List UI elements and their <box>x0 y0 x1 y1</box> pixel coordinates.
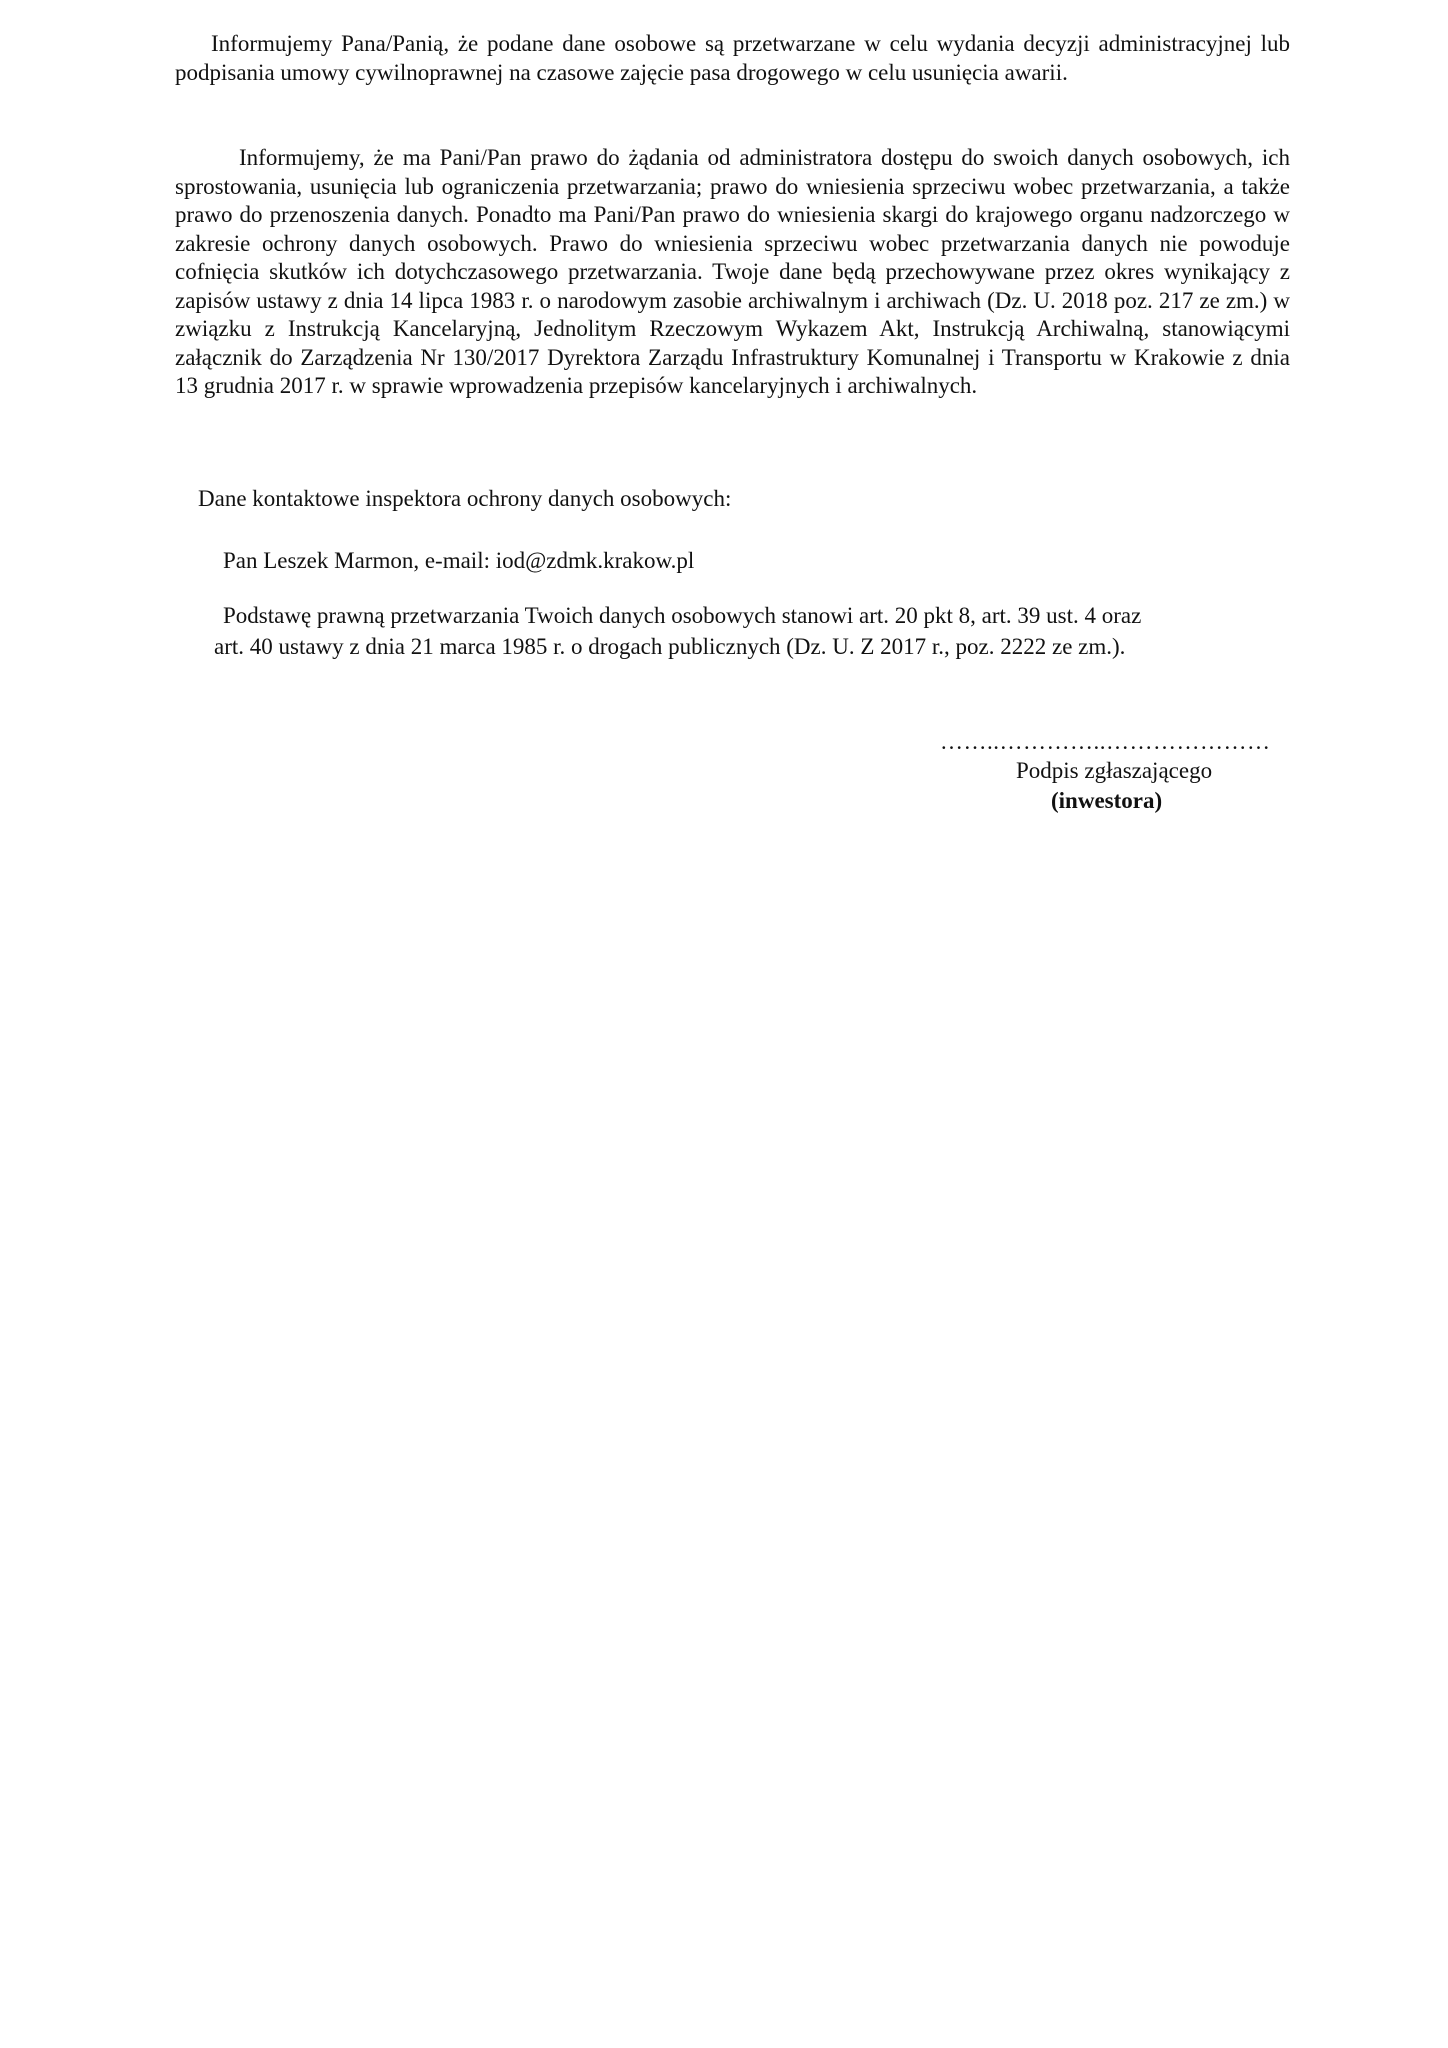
legal-basis-line-2: art. 40 ustawy z dnia 21 marca 1985 r. o drogach publicznych (Dz. U. Z 2017 r., poz. 2222 ze zm.). <box>214 634 1126 659</box>
contact-person: Pan Leszek Marmon, e-mail: iod@zdmk.krakow.pl <box>223 548 695 573</box>
signature-label: Podpis zgłaszającego <box>1016 758 1213 783</box>
paragraph-rights: Informujemy, że ma Pani/Pan prawo do żądania od administratora dostępu do swoich danych osobowych, ich sprostowania, usunięcia lub ograniczenia przetwarzania; prawo do wniesienia sprzeciwu wobec przetwarzania, a także prawo do przenoszenia danych. Ponadto ma Pani/Pan prawo do wniesienia skargi do krajowego organu nadzorczego w zakresie ochrony danych osobowych. Prawo do wniesienia sprzeciwu wobec przetwarzania danych nie powoduje cofnięcia skutków ich dotychczasowego przetwarzania. Twoje dane będą przechowywane przez okres wynikający z zapisów ustawy z dnia 14 lipca 1983 r. o narodowym zasobie archiwalnym i archiwach (Dz. U. 2018 poz. 217 ze zm.) w związku z Instrukcją Kancelaryjną, Jednolitym Rzeczowym Wykazem Akt, Instrukcją Archiwalną, stanowiącymi załącznik do Zarządzenia Nr 130/2017 Dyrektora Zarządu Infrastruktury Komunalnej i Transportu w Krakowie z dnia 13 grudnia 2017 r. w sprawie wprowadzenia przepisów kancelaryjnych i archiwalnych. <box>175 145 1290 398</box>
legal-basis <box>214 600 1244 662</box>
contact-heading: Dane kontaktowe inspektora ochrony danych osobowych: <box>198 486 732 511</box>
legal-basis-line-1: Podstawę prawną przetwarzania Twoich danych osobowych stanowi art. 20 pkt 8, art. 39 ust. 4 oraz <box>223 603 1142 628</box>
paragraph-purpose: Informujemy Pana/Panią, że podane dane osobowe są przetwarzane w celu wydania decyzji administracyjnej lub podpisania umowy cywilnoprawnej na czasowe zajęcie pasa drogowego w celu usunięcia awarii. <box>175 31 1290 85</box>
signature-line: ……..…………..………………… <box>940 729 1271 754</box>
signature-block <box>940 728 1300 816</box>
signature-sublabel: (inwestora) <box>1051 788 1163 813</box>
